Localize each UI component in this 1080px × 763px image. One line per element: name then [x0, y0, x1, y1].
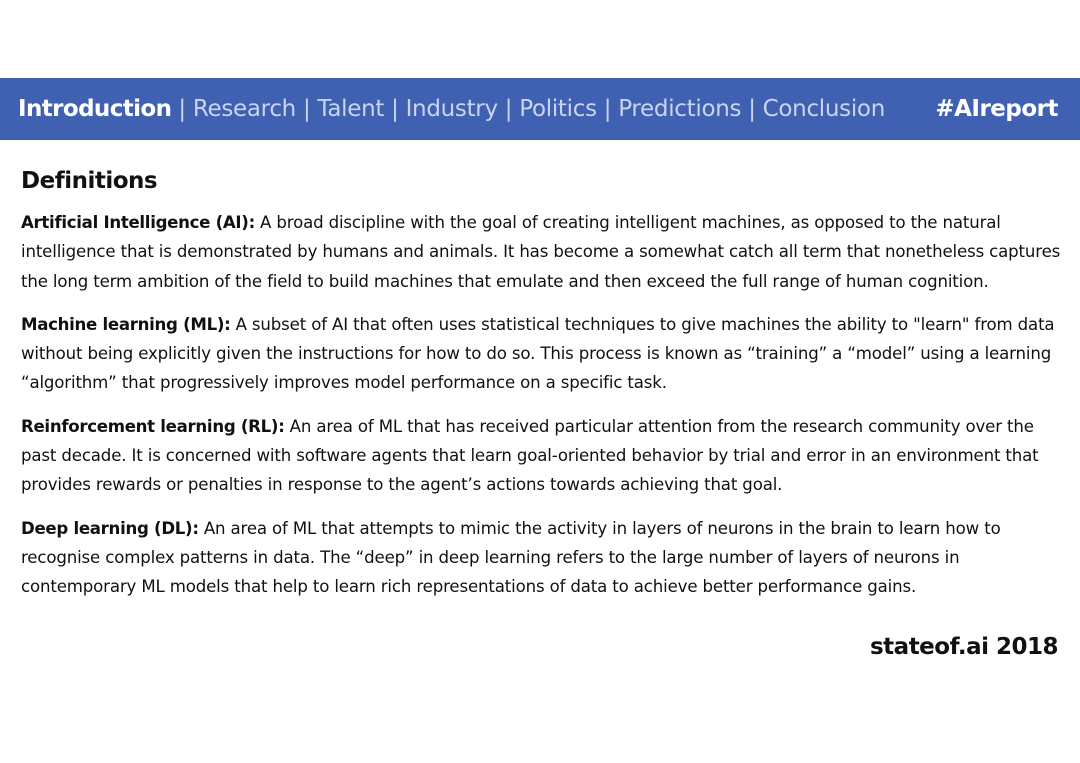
- definition-text: An area of ML that has received particular attention from the research community over the past decade. It is concerned with software agents that learn goal-oriented behavior by trial and error in an environment that provides rewards or penalties in response to the agent’s actions towards achieving that goal.: [21, 416, 1039, 495]
- nav-item-talent[interactable]: Talent: [317, 96, 385, 122]
- section-nav: [18, 96, 885, 122]
- definition-term: Reinforcement learning (RL):: [21, 416, 285, 436]
- definition-rl: [21, 412, 1066, 500]
- definition-text: A subset of AI that often uses statistical techniques to give machines the ability to "learn" from data without being explicitly given the instructions for how to do so. This process is known as “training” a “model” using a learning “algorithm” that progressively improves model performance on a specific task.: [21, 314, 1055, 393]
- definition-text: An area of ML that attempts to mimic the activity in layers of neurons in the brain to learn how to recognise complex patterns in data. The “deep” in deep learning refers to the large number of layers of neurons in contemporary ML models that help to learn rich representations of data to achieve better performance gains.: [21, 518, 1001, 597]
- definition-term: Artificial Intelligence (AI):: [21, 213, 255, 232]
- nav-separator: |: [504, 96, 513, 122]
- nav-item-introduction[interactable]: Introduction: [18, 96, 172, 122]
- nav-separator: |: [178, 96, 186, 122]
- nav-separator: |: [748, 96, 756, 122]
- nav-separator: |: [391, 96, 399, 122]
- footer-brand: stateof.ai 2018: [869, 634, 1058, 660]
- definition-ai: [21, 208, 1066, 296]
- nav-item-conclusion[interactable]: Conclusion: [762, 96, 885, 122]
- nav-item-industry[interactable]: Industry: [405, 96, 498, 122]
- section-heading: Definitions: [21, 168, 158, 194]
- definition-term: Deep learning (DL):: [21, 518, 199, 538]
- definition-term: Machine learning (ML):: [21, 314, 231, 334]
- nav-item-politics[interactable]: Politics: [519, 96, 597, 122]
- definitions-section: [21, 164, 1066, 616]
- hashtag: #AIreport: [935, 96, 1058, 122]
- nav-item-predictions[interactable]: Predictions: [618, 96, 742, 122]
- nav-separator: |: [603, 96, 612, 122]
- nav-item-research[interactable]: Research: [192, 96, 296, 122]
- nav-bar: [0, 78, 1080, 140]
- nav-separator: |: [302, 96, 311, 122]
- definition-text: A broad discipline with the goal of creating intelligent machines, as opposed to the natural intelligence that is demonstrated by humans and animals. It has become a somewhat catch all term that nonetheless captures the long term ambition of the field to build machines that emulate and then exceed the full range of human cognition.: [21, 213, 1061, 291]
- definition-ml: [21, 310, 1066, 398]
- definition-dl: [21, 514, 1066, 602]
